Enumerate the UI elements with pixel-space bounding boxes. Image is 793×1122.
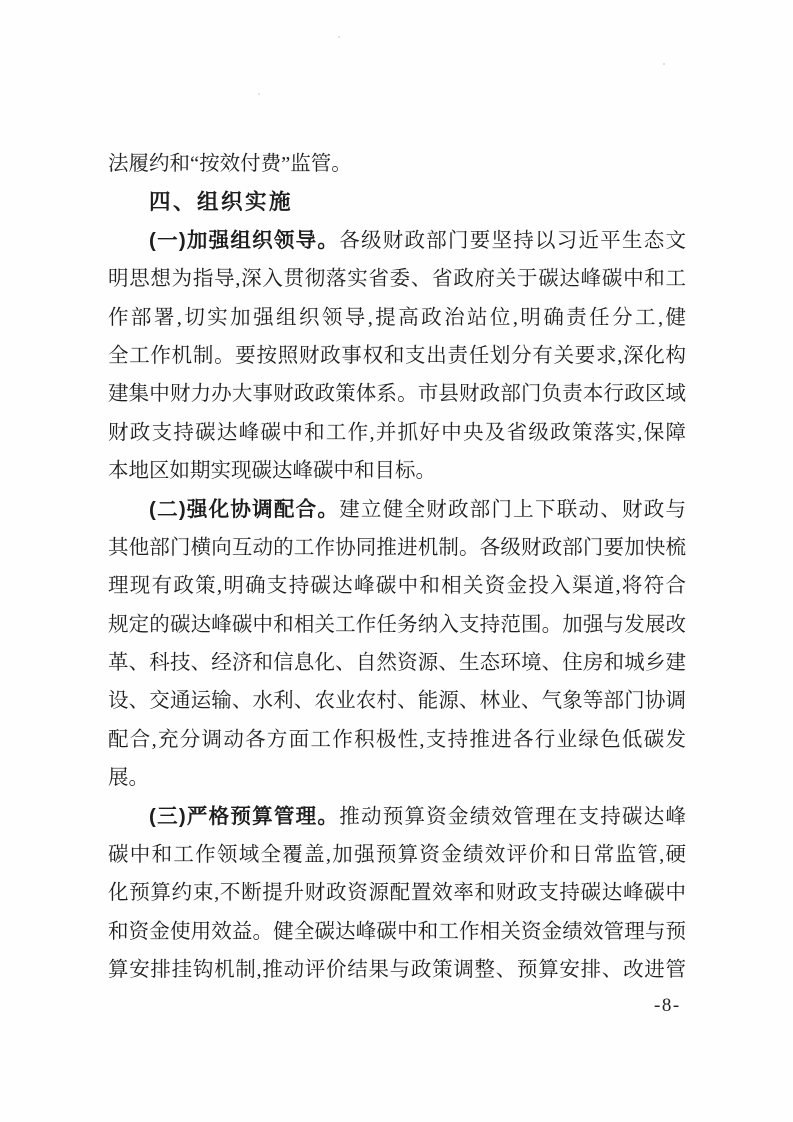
bold-text-run: (二)强化协调配合。 [149, 497, 340, 521]
text-run: 作部署,切实加强组织领导,提高政治站位,明确责任分工,健 [108, 306, 686, 329]
text-line [108, 682, 686, 720]
document-body [108, 145, 686, 990]
text-line [108, 644, 686, 682]
page-number: -8- [654, 995, 681, 1016]
text-run: 建集中财力办大事财政政策体系。市县财政部门负责本行政区域 [108, 383, 686, 406]
section-heading [108, 183, 686, 221]
text-run: 展。 [108, 767, 149, 790]
text-run: 法履约和“按效付费”监管。 [108, 153, 352, 175]
bold-text-run: 四、组织实施 [149, 190, 294, 215]
text-run: 财政支持碳达峰碳中和工作,并抓好中央及省级政策落实,保障 [108, 421, 686, 444]
text-run: 化预算约束,不断提升财政资源配置效率和财政支持碳达峰碳中 [108, 882, 686, 905]
text-line [108, 375, 686, 413]
text-line [108, 567, 686, 605]
text-line [108, 874, 686, 912]
bold-text-run: (一)加强组织领导。 [149, 228, 340, 252]
text-run: 算安排挂钩机制,推动评价结果与政策调整、预算安排、改进管 [108, 959, 686, 982]
text-run: 和资金使用效益。健全碳达峰碳中和工作相关资金绩效管理与预 [108, 920, 686, 943]
text-run: 本地区如期实现碳达峰碳中和目标。 [108, 460, 436, 483]
text-line [108, 759, 686, 797]
text-line [108, 414, 686, 452]
text-line [108, 337, 686, 375]
text-line [108, 913, 686, 951]
text-run: 理现有政策,明确支持碳达峰碳中和相关资金投入渠道,将符合 [108, 575, 686, 598]
text-line [108, 491, 686, 529]
text-run: 明思想为指导,深入贯彻落实省委、省政府关于碳达峰碳中和工 [108, 268, 686, 291]
text-line [108, 606, 686, 644]
scan-speck [338, 36, 340, 38]
text-run: 设、交通运输、水利、农业农村、能源、林业、气象等部门协调 [108, 690, 686, 713]
text-line [108, 836, 686, 874]
text-run: 其他部门横向互动的工作协同推进机制。各级财政部门要加快梳 [108, 536, 686, 559]
text-line [108, 145, 686, 183]
text-line [108, 299, 686, 337]
text-run: 建立健全财政部门上下联动、财政与 [339, 498, 687, 521]
text-run: 各级财政部门要坚持以习近平生态文 [339, 229, 687, 252]
text-run: 推动预算资金绩效管理在支持碳达峰 [339, 805, 687, 828]
text-line [108, 721, 686, 759]
text-line [108, 529, 686, 567]
text-line [108, 798, 686, 836]
text-line [108, 951, 686, 989]
text-line [108, 222, 686, 260]
bold-text-run: (三)严格预算管理。 [149, 804, 340, 828]
text-run: 规定的碳达峰碳中和相关工作任务纳入支持范围。加强与发展改 [108, 613, 686, 636]
scan-speck [258, 93, 260, 95]
text-run: 革、科技、经济和信息化、自然资源、生态环境、住房和城乡建 [108, 652, 686, 675]
text-run: 配合,充分调动各方面工作积极性,支持推进各行业绿色低碳发 [108, 728, 686, 751]
text-run: 碳中和工作领域全覆盖,加强预算资金绩效评价和日常监管,硬 [108, 844, 686, 867]
text-run: 全工作机制。要按照财政事权和支出责任划分有关要求,深化构 [108, 344, 686, 367]
text-line [108, 452, 686, 490]
scan-speck [663, 63, 665, 65]
text-line [108, 260, 686, 298]
